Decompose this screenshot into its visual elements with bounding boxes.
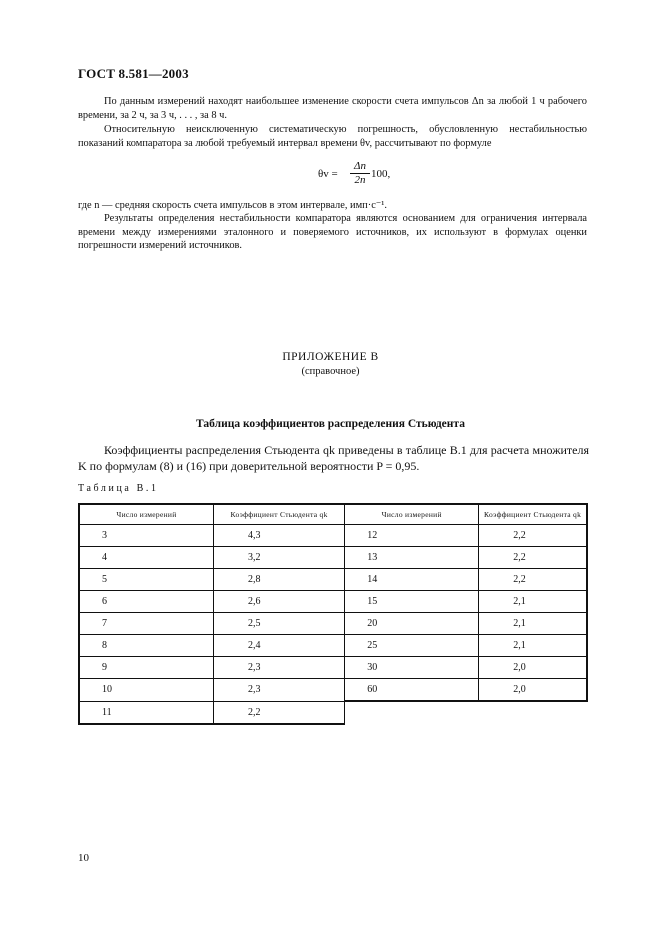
section-title: Таблица коэффициентов распределения Стьюдента xyxy=(196,418,465,430)
header-coef-right: Коэффициент Стьюдента qk xyxy=(479,504,587,525)
table-cell: 2,3 xyxy=(213,657,344,679)
formula-numerator: Δn xyxy=(350,160,370,174)
table-cell: 2,0 xyxy=(479,657,587,679)
paragraph-measurement: По данным измерений находят наибольшее изменение скорости счета импульсов Δn за любой 1 ч рабочего времени, за 2 ч, за 3 ч, . . . , за 8 ч. xyxy=(78,96,587,121)
page-header: ГОСТ 8.581—2003 xyxy=(78,66,189,81)
table-cell: 13 xyxy=(345,547,479,569)
table-cell: 2,4 xyxy=(213,635,344,657)
table-cell: 2,8 xyxy=(213,569,344,591)
table-cell: 25 xyxy=(345,635,479,657)
table-row xyxy=(79,569,587,591)
table-cell: 2,1 xyxy=(479,613,587,635)
page-number: 10 xyxy=(78,852,89,864)
table-cell: 9 xyxy=(79,657,213,679)
header-count-left: Число измерений xyxy=(79,504,213,525)
table-empty-cell xyxy=(479,701,587,724)
paragraph-results: Результаты определения нестабильности компаратора являются основанием для ограничения интервала времени между измерениями эталонного и поверяемого источников, их используют в формулах оценки погрешности измерений источников. xyxy=(78,213,587,252)
table-row xyxy=(79,547,587,569)
table-cell: 4,3 xyxy=(213,525,344,547)
table-cell: 2,2 xyxy=(479,525,587,547)
table-cell: 2,0 xyxy=(479,679,587,702)
paragraph-systematic-error: Относительную неисключенную систематическую погрешность, обусловленную нестабильностью показаний компаратора за любой требуемый интервал времени θv, рассчитывают по формуле xyxy=(78,124,587,149)
table-cell: 2,1 xyxy=(479,635,587,657)
table-row xyxy=(79,679,587,702)
table-cell: 14 xyxy=(345,569,479,591)
appendix-title: ПРИЛОЖЕНИЕ В xyxy=(282,351,379,363)
paragraph-where: где n — средняя скорость счета импульсов в этом интервале, имп·c⁻¹. xyxy=(78,200,387,211)
table-cell: 6 xyxy=(79,591,213,613)
table-cell: 2,3 xyxy=(213,679,344,702)
header-count-right: Число измерений xyxy=(345,504,479,525)
table-header-row xyxy=(79,504,587,525)
formula xyxy=(318,160,438,190)
table-cell: 5 xyxy=(79,569,213,591)
table-cell: 2,2 xyxy=(479,547,587,569)
table-cell: 3 xyxy=(79,525,213,547)
table-cell: 2,1 xyxy=(479,591,587,613)
table-cell: 10 xyxy=(79,679,213,702)
formula-denominator: 2n xyxy=(354,174,366,186)
table-cell: 2,5 xyxy=(213,613,344,635)
table-cell: 20 xyxy=(345,613,479,635)
appendix-intro: Коэффициенты распределения Стьюдента qk приведены в таблице В.1 для расчета множителя K по формулам (8) и (16) при доверительной вероятности P = 0,95. xyxy=(78,443,589,473)
table-cell: 3,2 xyxy=(213,547,344,569)
table-cell: 2,2 xyxy=(213,701,344,724)
table-cell: 2,6 xyxy=(213,591,344,613)
table-row xyxy=(79,635,587,657)
table-row xyxy=(79,591,587,613)
table-cell: 4 xyxy=(79,547,213,569)
table-cell: 11 xyxy=(79,701,213,724)
table-row xyxy=(79,657,587,679)
table-empty-cell xyxy=(345,701,479,724)
table-cell: 60 xyxy=(345,679,479,702)
table-row xyxy=(79,525,587,547)
formula-fraction xyxy=(350,160,370,187)
table-label: Таблица В.1 xyxy=(78,483,159,494)
formula-lhs: θv = xyxy=(318,168,338,180)
table-cell: 30 xyxy=(345,657,479,679)
table-row xyxy=(79,701,587,724)
table-row xyxy=(79,613,587,635)
appendix-subtitle: (справочное) xyxy=(301,366,360,377)
table-cell: 2,2 xyxy=(479,569,587,591)
table-cell: 7 xyxy=(79,613,213,635)
header-coef-left: Коэффициент Стьюдента qk xyxy=(213,504,344,525)
table-cell: 15 xyxy=(345,591,479,613)
table-cell: 8 xyxy=(79,635,213,657)
table-cell: 12 xyxy=(345,525,479,547)
student-coefficient-table xyxy=(78,503,588,725)
formula-rhs: 100, xyxy=(371,168,391,180)
